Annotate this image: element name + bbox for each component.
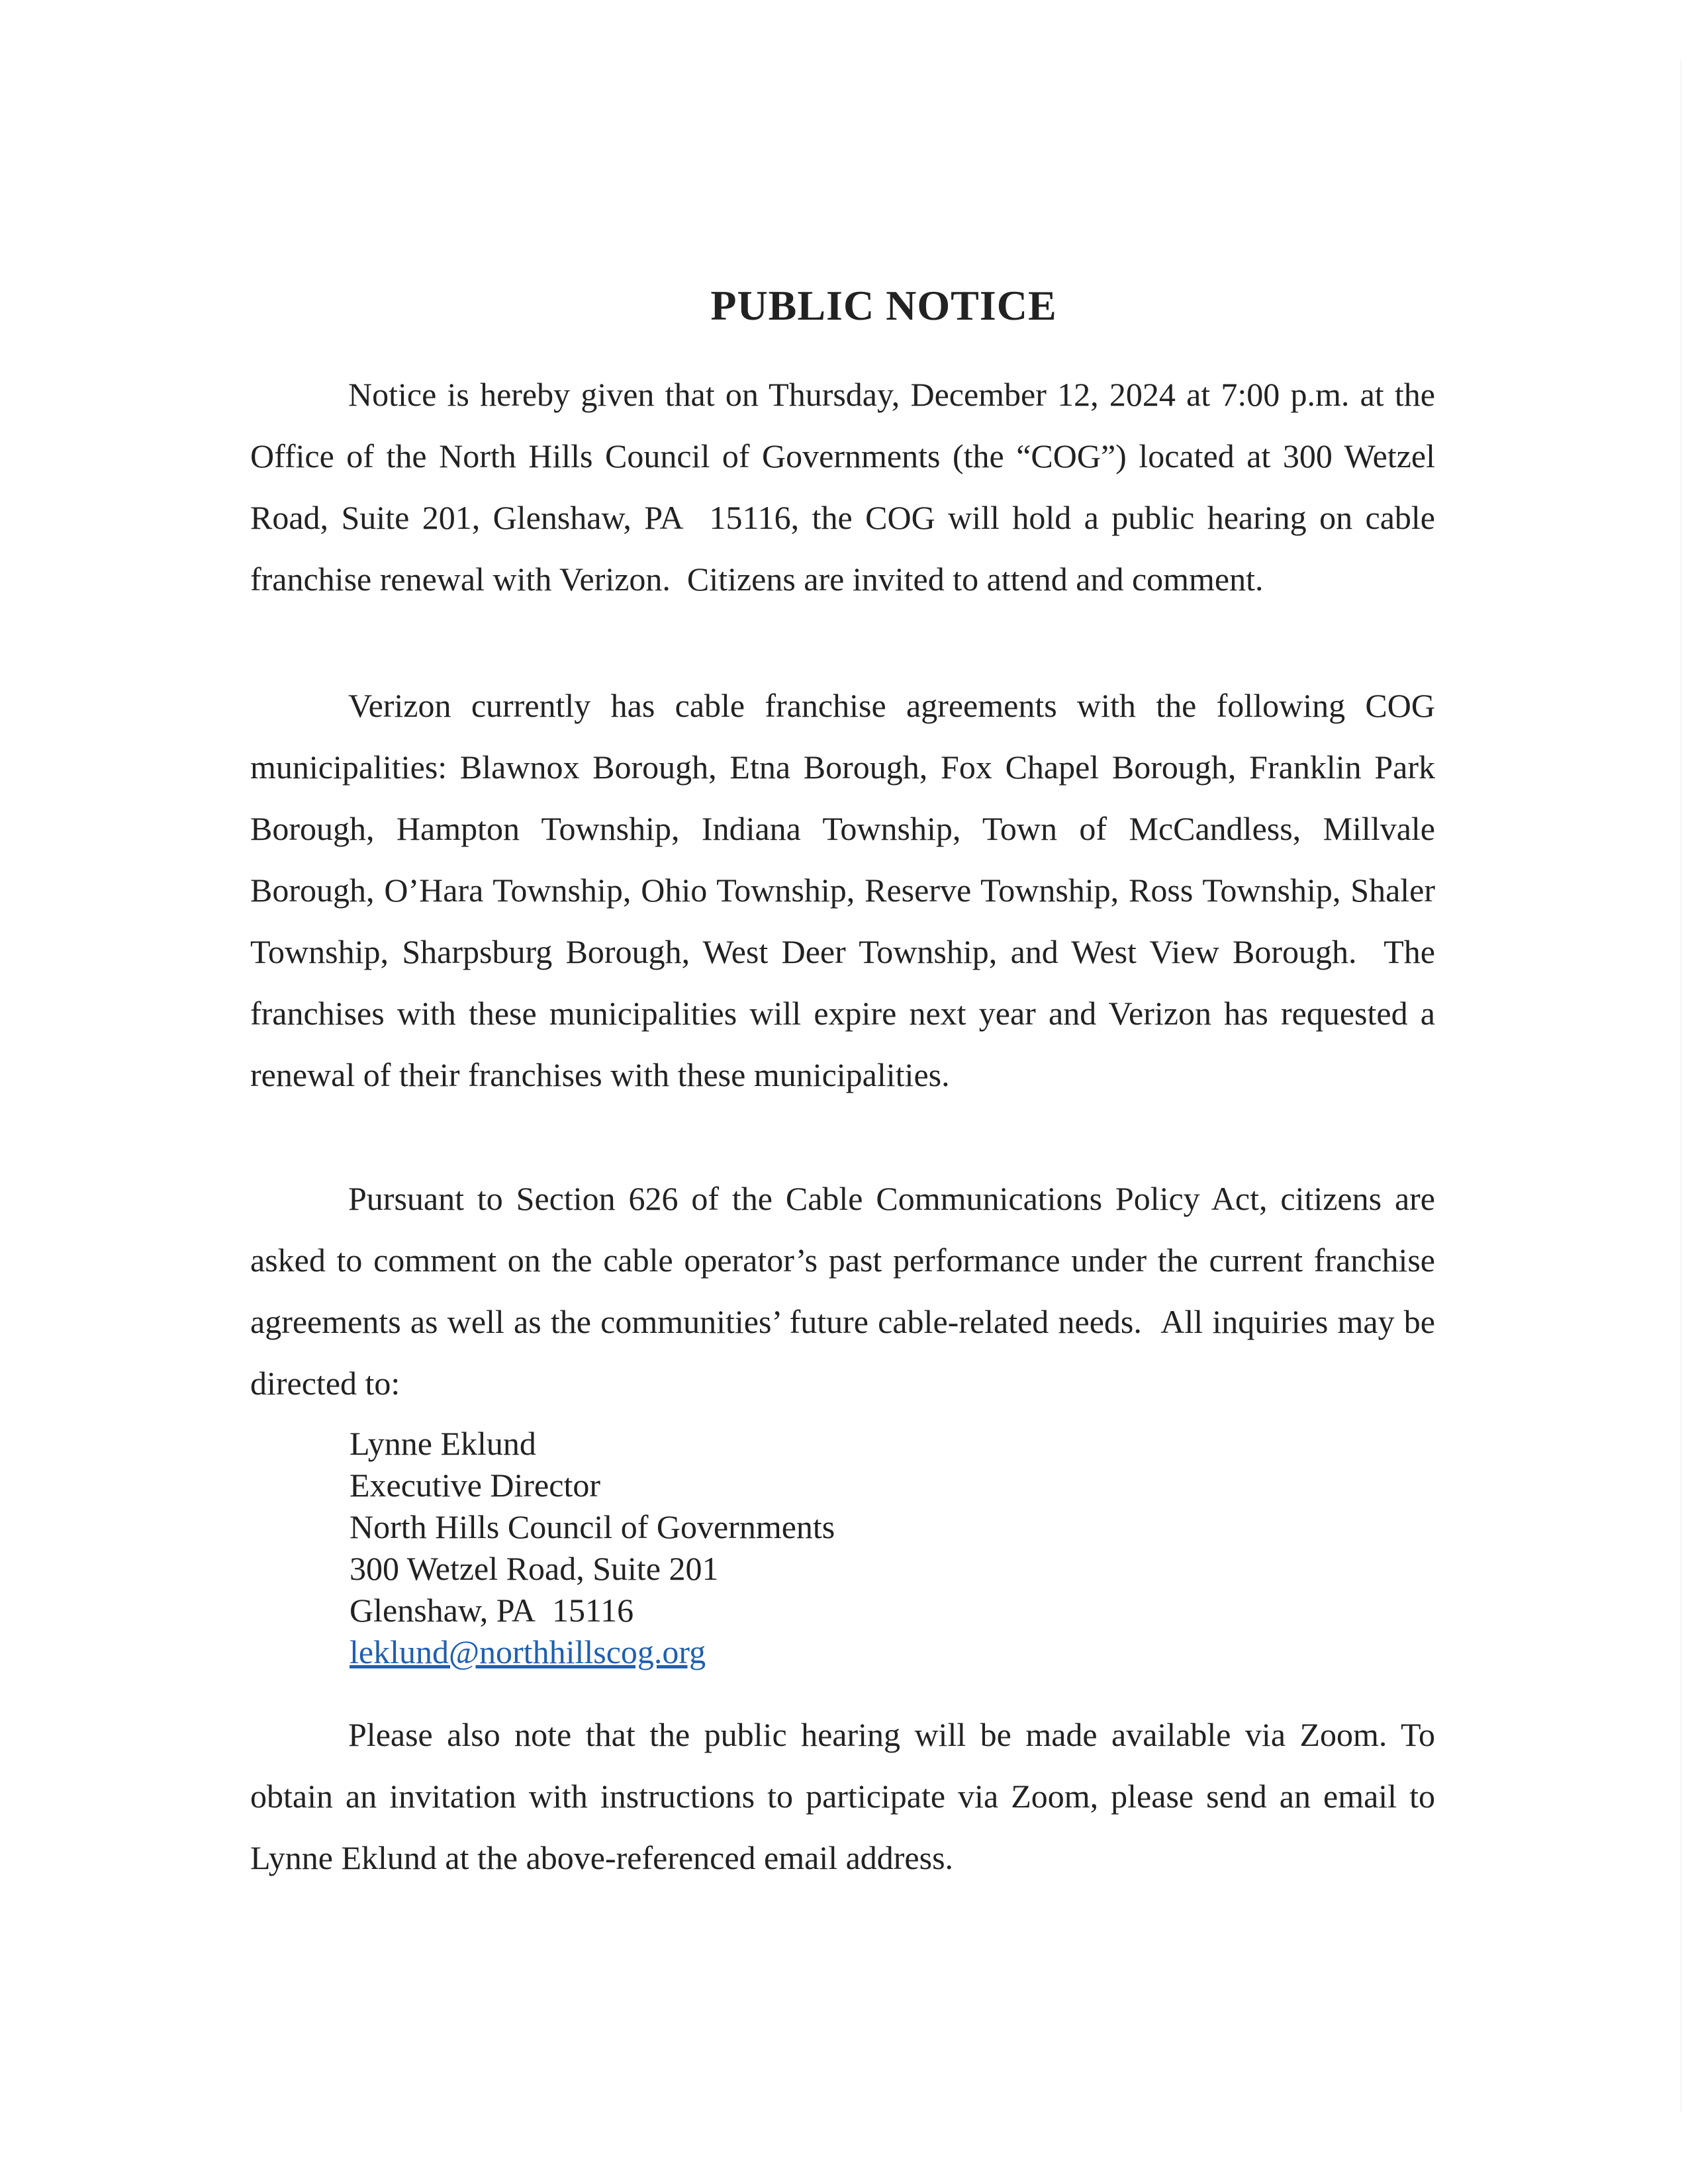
contact-email-link[interactable]: leklund@northhillscog.org xyxy=(350,1633,706,1670)
paragraph-zoom-info xyxy=(250,1704,1435,1889)
contact-role: Executive Director xyxy=(350,1467,600,1504)
contact-city-line: Glenshaw, PA 15116 xyxy=(350,1592,634,1629)
paragraph-hearing-notice xyxy=(250,364,1435,610)
contact-address-block xyxy=(350,1423,835,1673)
notice-title: PUBLIC NOTICE xyxy=(710,282,1057,329)
paragraph-text: Verizon currently has cable franchise agreements with the following COG municipalities: Blawnox Borough, Etna Borough, Fox Chapel Borough, Franklin Park Borough, Hampton Township, Indiana Township, Town of McCandless, Millvale Borough, O’Hara Township, Ohio Township, Reserve Township, Ross Township, Shaler Township, Sharpsburg Borough, West Deer Township, and West View Borough. The franchises with these municipalities will expire next year and Verizon has requested a renewal of their franchises with these municipalities. xyxy=(250,687,1435,1093)
paragraph-text: Please also note that the public hearing will be made available via Zoom. To obtain an invitation with instructions to participate via Zoom, please send an email to Lynne Eklund at the above-referenced email address. xyxy=(250,1716,1435,1876)
paragraph-text: Pursuant to Section 626 of the Cable Communications Policy Act, citizens are asked to comment on the cable operator’s past performance under the current franchise agreements as well as the communities’ future cable-related needs. All inquiries may be directed to: xyxy=(250,1180,1435,1402)
paragraph-comment-request xyxy=(250,1168,1435,1414)
contact-organization: North Hills Council of Governments xyxy=(350,1508,835,1545)
contact-street: 300 Wetzel Road, Suite 201 xyxy=(350,1550,719,1587)
contact-name: Lynne Eklund xyxy=(350,1425,536,1462)
paragraph-text: Notice is hereby given that on Thursday, December 12, 2024 at 7:00 p.m. at the Office of the North Hills Council of Governments (the “COG”) located at 300 Wetzel Road, Suite 201, Glenshaw, PA 15116, the COG will hold a public hearing on cable franchise renewal with Verizon. Citizens are invited to attend and comment. xyxy=(250,376,1435,598)
paragraph-franchise-municipalities xyxy=(250,675,1435,1106)
